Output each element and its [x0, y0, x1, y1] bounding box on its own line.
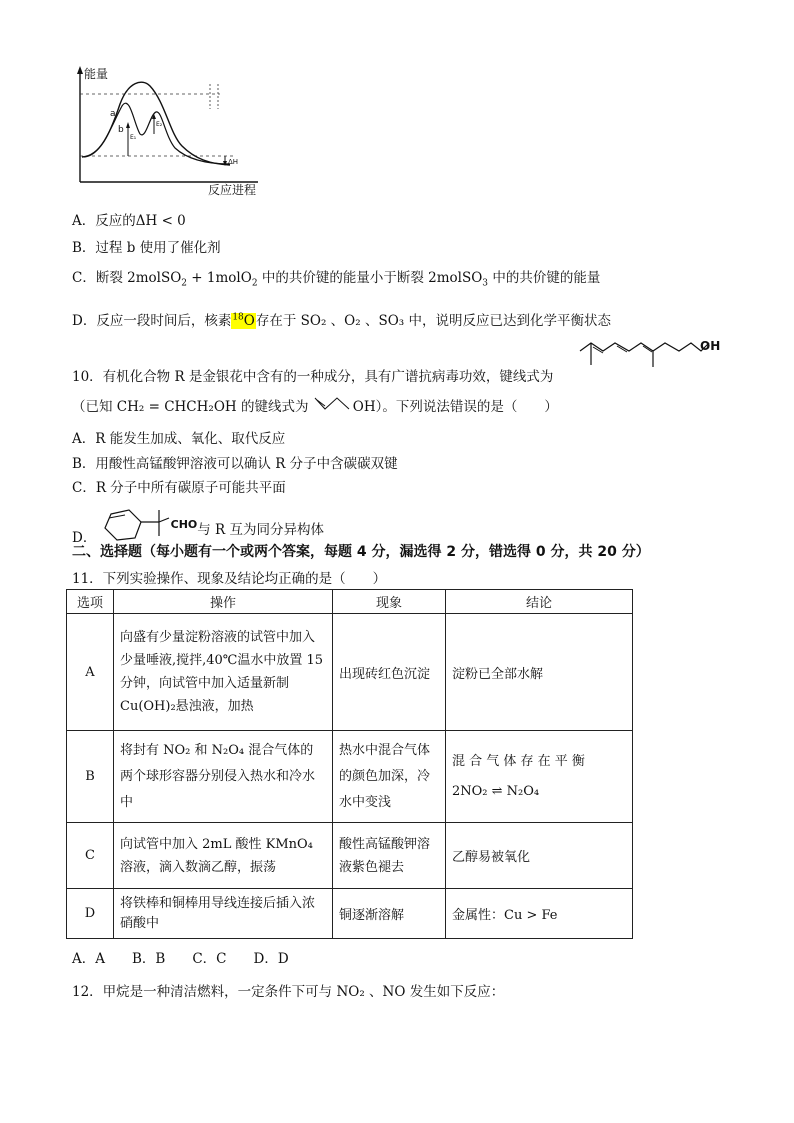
table-row [67, 889, 633, 939]
q9-option-b: B．过程 b 使用了催化剂 [72, 240, 221, 256]
dh-marker: ΔH [228, 158, 239, 166]
nuclide-mass: 18 [232, 312, 244, 323]
nuclide-highlight [231, 313, 256, 329]
row-c-phenomenon: 酸性高锰酸钾溶液紫色褪去 [333, 823, 446, 889]
row-d-option: D [67, 889, 114, 939]
energy-diagram [70, 64, 265, 196]
header-operation: 操作 [114, 590, 333, 614]
q9-c-pre: C．断裂 2molSO [72, 270, 182, 286]
q9-option-a: A．反应的ΔH < 0 [72, 213, 186, 229]
e2-marker: E₂ [156, 121, 163, 128]
row-c-option: C [67, 823, 114, 889]
table-row [67, 823, 633, 889]
row-b-conclusion-line1: 混 合 气 体 存 在 平 衡 [452, 753, 585, 769]
q10-note-pre: （已知 CH₂ = CHCH₂OH 的键线式为 [72, 399, 309, 415]
y-axis-label: 能量 [84, 67, 109, 81]
nuclide-symbol: O [243, 313, 255, 329]
experiment-table [66, 589, 633, 939]
row-a-conclusion: 淀粉已全部水解 [446, 614, 633, 731]
q11-stem: 11．下列实验操作、现象及结论均正确的是（ ） [72, 571, 387, 587]
q9-c-mid1: + 1molO [187, 270, 252, 286]
allyl-alcohol-structure [313, 395, 353, 413]
header-conclusion: 结论 [446, 590, 633, 614]
q10-option-a: A．R 能发生加成、氧化、取代反应 [72, 431, 286, 447]
q9-d-pre: D．反应一段时间后，核素 [72, 313, 232, 329]
curve-a-label: a [110, 109, 116, 119]
section-2-title: 二、选择题（每小题有一个或两个答案，每题 4 分，漏选得 2 分，错选得 0 分，共 20 分） [72, 544, 650, 560]
row-b-phenomenon: 热水中混合气体的颜色加深，冷水中变浅 [333, 731, 446, 823]
header-phenomenon: 现象 [333, 590, 446, 614]
q10-d-post: 与 R 互为同分异构体 [197, 522, 325, 538]
table-row [67, 614, 633, 731]
table-row [67, 731, 633, 823]
isomer-cho: CHO [170, 518, 198, 531]
header-option: 选项 [67, 590, 114, 614]
table-header-row [67, 590, 633, 614]
row-a-operation: 向盛有少量淀粉溶液的试管中加入少量唾液,搅拌,40℃温水中放置 15 分钟，向试管中加入适量新制 Cu(OH)₂悬浊液，加热 [114, 614, 333, 731]
curve-b-label: b [118, 125, 124, 135]
q11-answers: A．A B．B C．C D．D [72, 951, 289, 967]
row-a-phenomenon: 出现砖红色沉淀 [333, 614, 446, 731]
row-b-option: B [67, 731, 114, 823]
row-d-conclusion: 金属性：Cu > Fe [446, 889, 633, 939]
q12-stem: 12．甲烷是一种清洁燃料，一定条件下可与 NO₂ 、NO 发生如下反应： [72, 984, 505, 1000]
q10-option-b: B．用酸性高锰酸钾溶液可以确认 R 分子中含碳碳双键 [72, 456, 398, 472]
q10-d-label: D． [72, 530, 97, 546]
row-d-operation: 将铁棒和铜棒用导线连接后插入浓硝酸中 [114, 889, 333, 939]
row-a-option: A [67, 614, 114, 731]
x-axis-label: 反应进程 [208, 183, 257, 196]
q9-option-c: C．断裂 2molSO$_2$ + 1molO$_2$ 中的共价键的能量小于断裂 2molSO$_3$ 中的共价键的能量 [72, 270, 601, 289]
row-c-operation: 向试管中加入 2mL 酸性 KMnO₄ 溶液，滴入数滴乙醇，振荡 [114, 823, 333, 889]
row-b-conclusion [446, 731, 633, 823]
q9-d-post: 存在于 SO₂ 、O₂ 、SO₃ 中，说明反应已达到化学平衡状态 [255, 313, 611, 329]
curve-b [84, 103, 230, 164]
q10-note-oh: OH）。下列说法错误的是（ ） [352, 399, 558, 415]
e1-marker: E₁ [130, 134, 137, 141]
q9-option-d [72, 309, 611, 329]
q10-note [72, 395, 558, 415]
q10-stem: 10．有机化合物 R 是金银花中含有的一种成分，具有广谱抗病毒功效，键线式为 [72, 369, 554, 385]
y-axis-arrow [77, 66, 83, 74]
row-b-conclusion-line2: 2NO₂ ⇌ N₂O₄ [452, 783, 540, 799]
q9-c-post: 中的共价键的能量 [488, 270, 601, 286]
q10-option-c: C．R 分子中所有碳原子可能共平面 [72, 480, 286, 496]
r-structure-oh: OH [700, 339, 721, 353]
row-c-conclusion: 乙醇易被氧化 [446, 823, 633, 889]
q9-c-mid2: 中的共价键的能量小于断裂 2molSO [257, 270, 483, 286]
row-d-phenomenon: 铜逐渐溶解 [333, 889, 446, 939]
row-b-operation: 将封有 NO₂ 和 N₂O₄ 混合气体的两个球形容器分别侵入热水和冷水中 [114, 731, 333, 823]
